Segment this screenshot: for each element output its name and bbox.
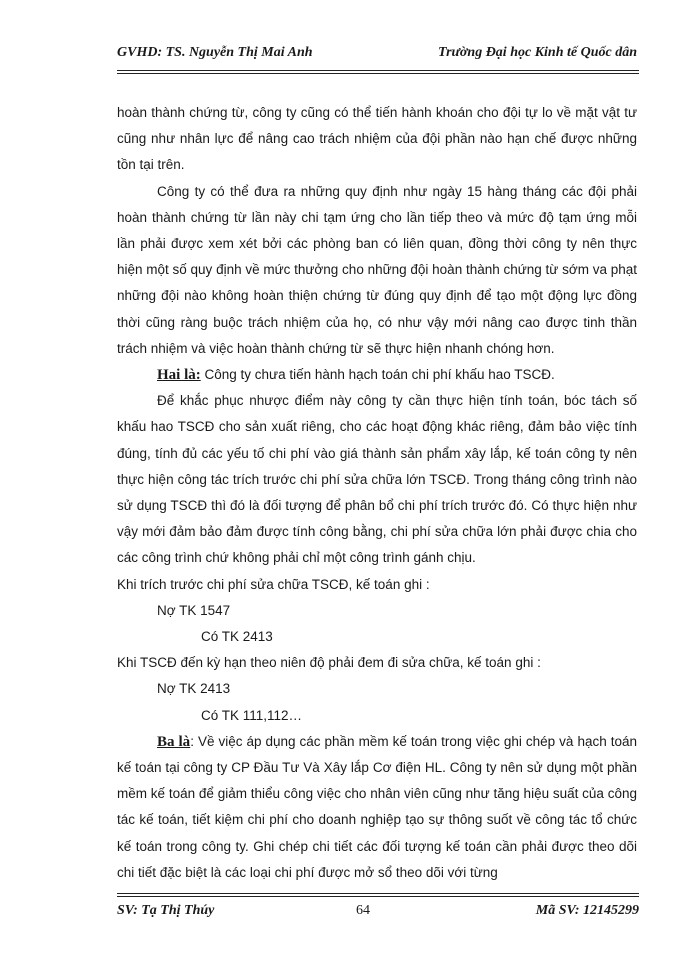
paragraph-2: Công ty có thể đưa ra những quy định như ngày 15 hàng tháng các đội phải hoàn thành chứng từ lần này chi tạm ứng cho lần tiếp theo và mức độ tạm ứng mỗi lần phải được xem xét bởi các phòng ban có liên quan, đồng thời công ty nên thực hiện một số quy định về mức thưởng cho những đội hoàn thành chứng từ sớm va phạt những đội nào không hoàn thiện chứng từ đúng quy định để tạo một động lực đồng thời cũng ràng buộc trách nhiệm của họ, có như vậy mới nâng cao được tinh thần trách nhiệm và việc hoàn thành chứng từ sẽ thực hiện nhanh chóng hơn. [117,183,637,356]
supervisor-label: GVHD: TS. Nguyễn Thị Mai Anh [117,45,313,60]
paragraph-entry-intro-2: Khi TSCĐ đến kỳ hạn theo niên độ phải đem đi sửa chữa, kế toán ghi : [117,655,541,671]
paragraph-ba-la [117,729,637,886]
header-rule-thin [117,73,639,74]
paragraph-hai-la [117,362,637,388]
paragraph-entry-intro-1: Khi trích trước chi phí sửa chữa TSCĐ, kế toán ghi : [117,576,430,592]
document-body [117,100,637,886]
ba-la-heading: Ba là [157,733,191,750]
footer-rule [117,893,639,894]
journal-credit-1: Có TK 2413 [201,629,273,645]
journal-credit-2: Có TK 111,112… [201,707,303,723]
paragraph-1: hoàn thành chứng từ, công ty cũng có thể tiến hành khoán cho đội tự lo về mặt vật tư cũng như nhân lực để nâng cao trách nhiệm của đội phần nào hạn chế được những tồn tại trên. [117,105,637,173]
page-footer [117,903,639,925]
university-label: Trường Đại học Kinh tế Quốc dân [438,45,637,60]
page-header [117,40,637,68]
student-id: Mã SV: 12145299 [535,903,639,918]
header-rule [117,70,639,71]
hai-la-heading: Hai là: [157,367,201,384]
journal-debit-2: Nợ TK 2413 [157,681,231,697]
student-name: SV: Tạ Thị Thúy [117,903,215,918]
journal-debit-1: Nợ TK 1547 [157,602,231,618]
paragraph-4: Để khắc phục nhược điểm này công ty cần thực hiện tính toán, bóc tách số khấu hao TSCĐ cho sản xuất riêng, cho các hoạt động khác riêng, đảm bảo việc tính đúng, tính đủ các yếu tố chi phí vào giá thành sản phẩm xây lắp, kế toán công ty nên thực hiện công tác trích trước chi phí sửa chữa lớn TSCĐ. Trong tháng công trình nào sử dụng TSCĐ thì đó là đối tượng để phân bổ chi phí trích trước đó. Có thực hiện như vậy mới đảm bảo đảm được tính công bằng, chi phí sửa chữa lớn phải được chia cho các công trình chứ không phải chỉ một công trình gánh chịu. [117,393,637,566]
page-number: 64 [356,903,370,918]
hai-la-text: Công ty chưa tiến hành hạch toán chi phí khấu hao TSCĐ. [200,367,555,383]
footer-rule-thin [117,896,639,897]
ba-la-text: : Về việc áp dụng các phần mềm kế toán trong việc ghi chép và hạch toán kế toán tại công ty CP Đầu Tư Và Xây lắp Cơ điện HL. Công ty nên sử dụng một phần mềm kế toán để giảm thiểu công việc cho nhân viên cũng như tăng hiệu suất của công tác kế toán, tiết kiệm chi phí cho doanh nghiệp tạo sự thông suốt về công tác tổ chức kế toán trong công ty. Ghi chép chi tiết các đối tượng kế toán cần phải được theo dõi chi tiết đặc biệt là các loại chi phí được mở sổ theo dõi với từng [117,733,637,880]
